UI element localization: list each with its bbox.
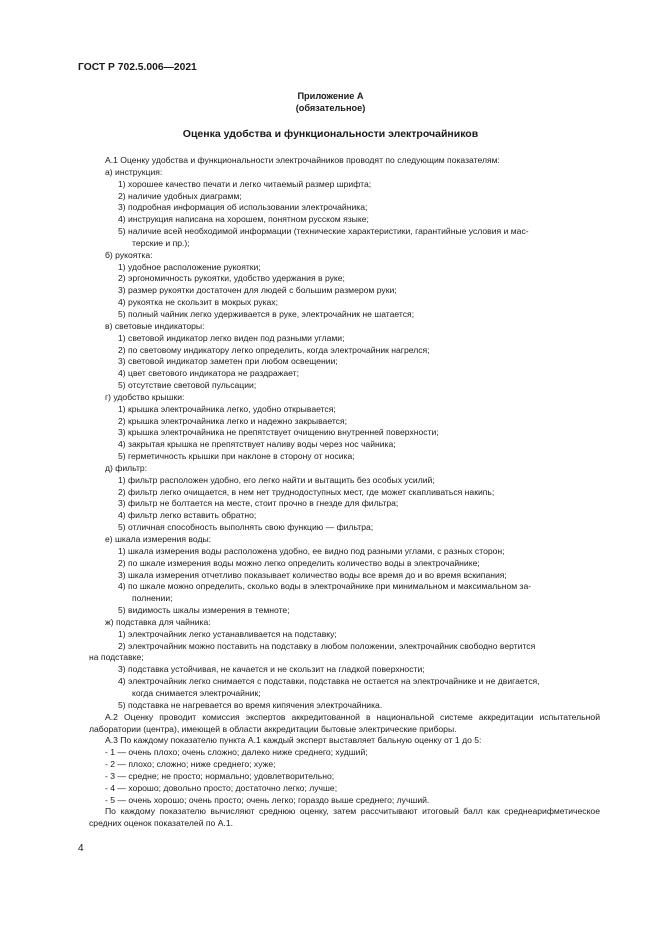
- list-item: 3) крышка электрочайника не препятствует очищению внутренней поверхности;: [118, 427, 439, 438]
- list-item-line: 4) по шкале можно определить, сколько воды в электрочайнике при минимальном и максимальном за-: [118, 581, 532, 592]
- list-item: [89, 676, 600, 700]
- list-item: 5) подставка не нагревается во время кипячения электрочайника.: [118, 699, 383, 710]
- list-item: 5) полный чайник легко удерживается в руке, электрочайник не шатается;: [118, 308, 415, 319]
- list-item: 2) наличие удобных диаграмм;: [118, 190, 242, 201]
- list-item: 2) по световому индикатору легко определить, когда электрочайник нагрелся;: [118, 344, 430, 355]
- document-body: [89, 155, 600, 830]
- score-item: - 5 — очень хорошо; очень просто; очень легко; гораздо выше среднего; лучший.: [105, 794, 430, 805]
- list-item: [89, 581, 600, 605]
- list-item: 2) крышка электрочайника легко и надежно закрывается;: [118, 415, 348, 426]
- list-item: 4) инструкция написана на хорошем, понятном русском языке;: [118, 214, 369, 225]
- list-item: 3) подробная информация об использовании электрочайника;: [118, 202, 368, 213]
- clause-a1-intro: А.1 Оценку удобства и функциональности электрочайников проводят по следующим показателям:: [105, 155, 500, 165]
- list-item: 1) световой индикатор легко виден под разными углами;: [118, 332, 345, 343]
- list-item: 4) цвет светового индикатора не раздражает;: [118, 368, 299, 379]
- list-item: 5) отсутствие световой пульсации;: [118, 380, 257, 391]
- group-label: ж) подставка для чайника:: [105, 616, 211, 627]
- group-label: б) рукоятка:: [105, 249, 153, 260]
- score-item: - 2 — плохо; сложно; ниже среднего; хуже;: [105, 759, 276, 770]
- list-item: 2) по шкале измерения воды можно легко определить количество воды в электрочайнике;: [118, 557, 480, 568]
- list-item: 5) видимость шкалы измерения в темноте;: [118, 605, 290, 616]
- list-item-line: 4) электрочайник легко снимается с подставки, подставка не остается на электрочайнике и не двигается,: [118, 676, 540, 687]
- list-item-continuation: полнении;: [132, 593, 173, 604]
- standard-code: ГОСТ Р 702.5.006—2021: [78, 62, 197, 73]
- list-item-continuation: терские и пр.);: [132, 237, 190, 248]
- list-item: 2) эргономичность рукоятки, удобство удержания в руке;: [118, 273, 345, 284]
- list-item: 5) герметичность крышки при наклоне в сторону от носика;: [118, 451, 355, 462]
- list-item-continuation: когда снимается электрочайник;: [132, 687, 261, 698]
- group-label: а) инструкция:: [105, 166, 163, 177]
- list-item: 3) шкала измерения отчетливо показывает количество воды все время до и во время вскипания;: [118, 569, 507, 580]
- list-item: 1) хорошее качество печати и легко читаемый размер шрифта;: [118, 178, 372, 189]
- annex-status: (обязательное): [295, 103, 366, 113]
- list-item: 3) световой индикатор заметен при любом освещении;: [118, 356, 338, 367]
- list-item-line: 5) наличие всей необходимой информации (технические характеристики, гарантийные условия и мас-: [118, 226, 529, 237]
- list-item: 1) шкала измерения воды расположена удобно, ее видно под разными углами, с разных сторон;: [118, 545, 505, 556]
- list-item: 1) удобное расположение рукоятки;: [118, 261, 261, 272]
- annex-heading: [0, 90, 661, 114]
- final-paragraph: По каждому показателю вычисляют среднюю оценку, затем рассчитывают итоговый балл как среднеарифметическое средних оценок показателей по А.1.: [89, 806, 600, 829]
- clause-a2: А.2 Оценку проводит комиссия экспертов аккредитованной в национальной системе аккредитации испытательной лаборатории (центра), имеющей в области аккредитации бытовые электрические приборы.: [89, 711, 600, 734]
- list-item-continuation: на подставке;: [89, 652, 144, 663]
- list-item: 3) подставка устойчивая, не качается и не скользит на гладкой поверхности;: [118, 664, 425, 675]
- score-item: - 1 — очень плохо; очень сложно; далеко ниже среднего; худший;: [105, 747, 368, 758]
- score-item: - 3 — средне; не просто; нормально; удовлетворительно;: [105, 770, 335, 781]
- list-item: 4) закрытая крышка не препятствует наливу воды через нос чайника;: [118, 439, 396, 450]
- list-item: 4) фильтр легко вставить обратно;: [118, 510, 257, 521]
- list-item: 5) отличная способность выполнять свою функцию — фильтра;: [118, 522, 374, 533]
- group-label: д) фильтр:: [105, 462, 148, 473]
- list-item: 4) рукоятка не скользит в мокрых руках;: [118, 297, 278, 308]
- group-label: е) шкала измерения воды:: [105, 534, 212, 544]
- group-label: г) удобство крышки:: [105, 391, 185, 402]
- list-item: 1) крышка электрочайника легко, удобно открывается;: [118, 403, 336, 414]
- list-item: [89, 641, 600, 665]
- list-item: 1) фильтр расположен удобно, его легко найти и вытащить без особых усилий;: [118, 474, 435, 485]
- section-title: Оценка удобства и функциональности электрочайников: [182, 128, 479, 140]
- annex-title: Приложение А: [297, 91, 364, 101]
- list-item: 2) фильтр легко очищается, в нем нет труднодоступных мест, где может скапливаться накипь;: [118, 486, 495, 497]
- list-item: [89, 226, 600, 250]
- list-item: 3) фильтр не болтается на месте, стоит прочно в гнезде для фильтра;: [118, 498, 399, 509]
- list-item: 1) электрочайник легко устанавливается на подставку;: [118, 628, 337, 639]
- score-item: - 4 — хорошо; довольно просто; достаточно легко; лучше;: [105, 782, 338, 793]
- list-item-line: 2) электрочайник можно поставить на подставку в любом положении, электрочайник свободно вертится: [118, 640, 536, 651]
- clause-a3: А.3 По каждому показателю пункта А.1 каждый эксперт выставляет бальную оценку от 1 до 5:: [105, 735, 482, 746]
- page-number: 4: [78, 843, 84, 854]
- list-item: 3) размер рукоятки достаточен для людей с большим размером руки;: [118, 285, 397, 296]
- group-label: в) световые индикаторы:: [105, 320, 205, 331]
